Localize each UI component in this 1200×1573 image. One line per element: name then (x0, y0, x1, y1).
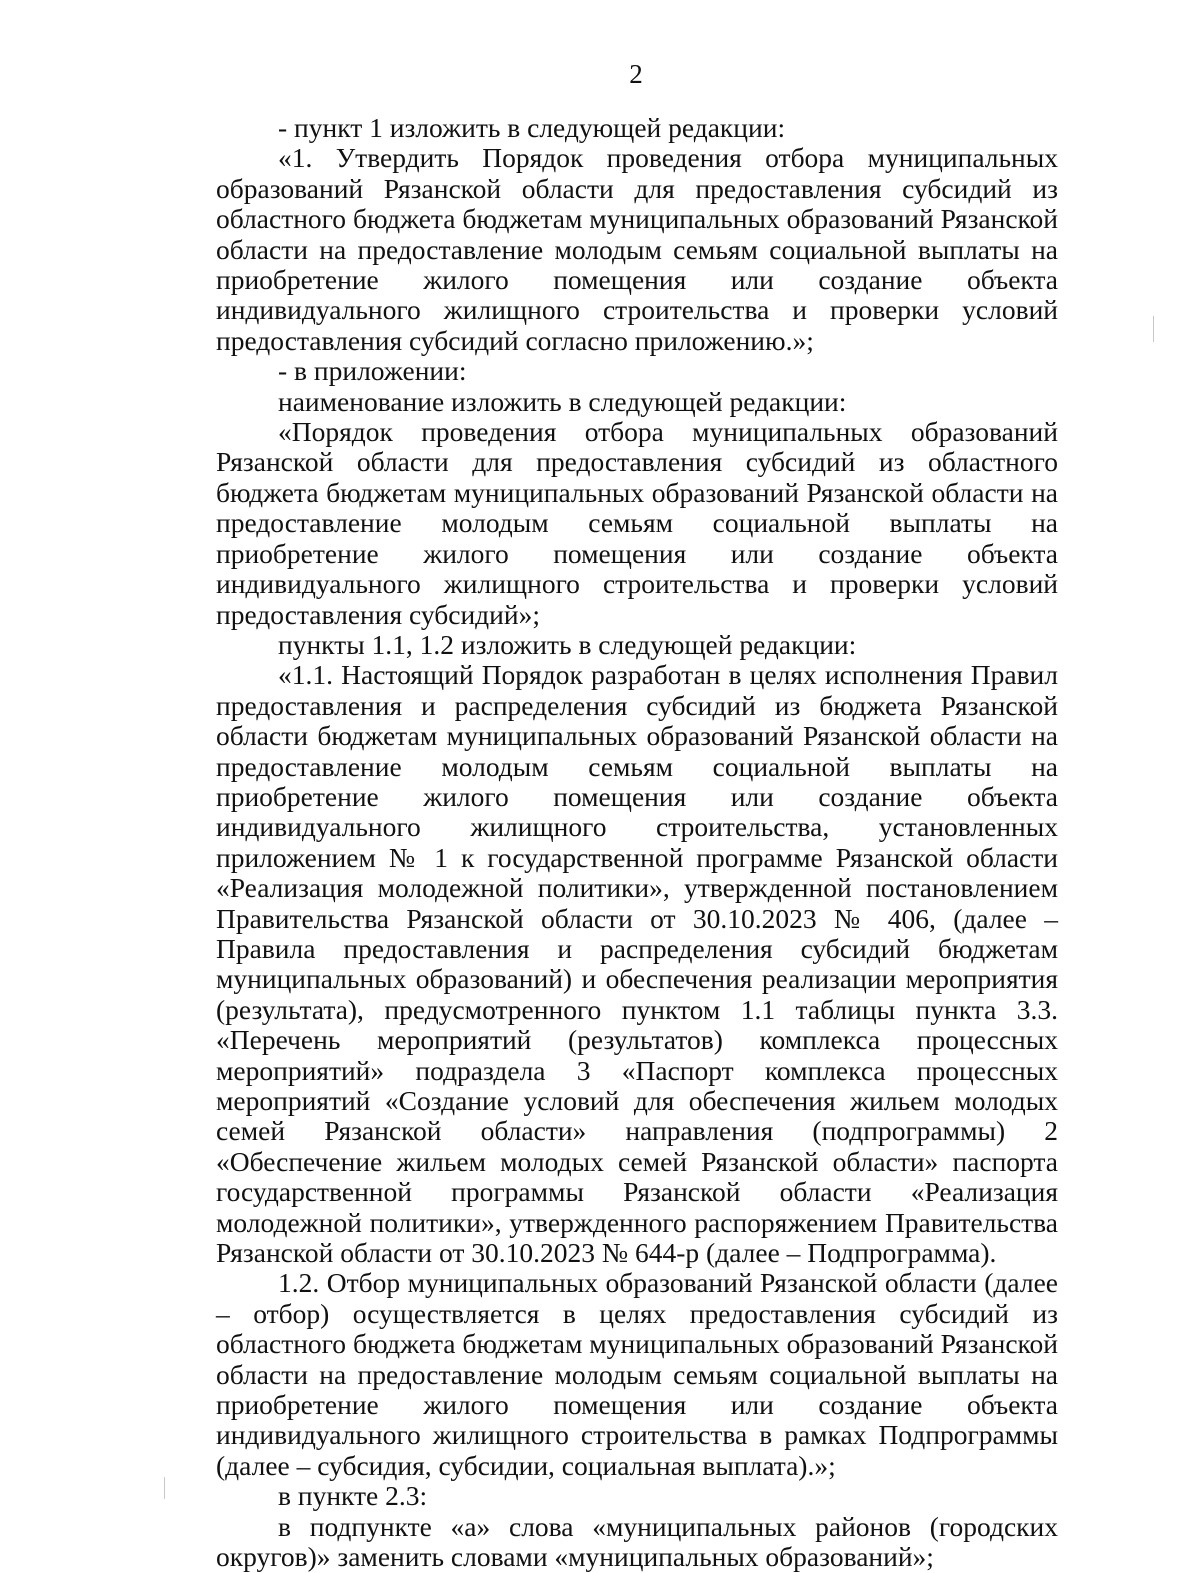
page-number: 2 (629, 59, 643, 89)
scan-artifact-mark (1153, 316, 1154, 342)
paragraph-item-1-1-text: «1.1. Настоящий Порядок разработан в целях исполнения Правил предоставления и распределения субсидий из бюджета Рязанской области бюджетам муниципальных образований Рязанской области на предоставление молодым семьям социальной выплаты на приобретение жилого помещения или создание объекта индивидуального жилищного строительства, установленных приложением № 1 к государственной программе Рязанской области «Реализация молодежной политики», утвержденной постановлением Правительства Рязанской области от 30.10.2023 № 406, (далее – Правила предоставления и распределения субсидий бюджетам муниципальных образований) и обеспечения реализации мероприятия (результата), предусмотренного пунктом 1.1 таблицы пункта 3.3. «Перечень мероприятий (результатов) комплекса процессных мероприятий» подраздела 3 «Паспорт комплекса процессных мероприятий «Создание условий для обеспечения жильем молодых семей Рязанской области» направления (подпрограммы) 2 «Обеспечение жильем молодых семей Рязанской области» паспорта государственной программы Рязанской области «Реализация молодежной политики», утвержденного распоряжением Правительства Рязанской области от 30.10.2023 № 644-р (далее – Подпрограмма). (216, 659, 1058, 1269)
paragraph-item-1-intro: - пункт 1 изложить в следующей редакции: (278, 112, 786, 143)
paragraph-item-2-3-intro: в пункте 2.3: (278, 1480, 428, 1512)
paragraph-title-intro: наименование изложить в следующей редакции: (278, 385, 847, 417)
paragraph-appendix-intro: - в приложении: (278, 355, 467, 387)
document-body (216, 113, 1058, 1573)
scan-artifact-mark (164, 1477, 165, 1499)
paragraph-items-1-1-1-2-intro: пункты 1.1, 1.2 изложить в следующей редакции: (278, 628, 857, 660)
paragraph-item-1-text: «1. Утвердить Порядок проведения отбора муниципальных образований Рязанской области для предоставления субсидий из областного бюджета бюджетам муниципальных образований Рязанской области на предоставление молодым семьям социальной выплаты на приобретение жилого помещения или создание объекта индивидуального жилищного строительства и проверки условий предоставления субсидий согласно приложению.»; (216, 142, 1058, 356)
paragraph-subitem-a-text: в подпункте «а» слова «муниципальных районов (городских округов)» заменить словами «муниципальных образований»; (216, 1510, 1058, 1573)
paragraph-item-1-2-text: 1.2. Отбор муниципальных образований Рязанской области (далее – отбор) осуществляется в целях предоставления субсидий из областного бюджета бюджетам муниципальных образований Рязанской области на предоставление молодым семьям социальной выплаты на приобретение жилого помещения или создание объекта индивидуального жилищного строительства в рамках Подпрограммы (далее – субсидия, субсидии, социальная выплата).»; (216, 1267, 1058, 1481)
paragraph-title-text: «Порядок проведения отбора муниципальных образований Рязанской области для предоставления субсидий из областного бюджета бюджетам муниципальных образований Рязанской области на предоставление молодым семьям социальной выплаты на приобретение жилого помещения или создание объекта индивидуального жилищного строительства и проверки условий предоставления субсидий»; (216, 416, 1058, 630)
